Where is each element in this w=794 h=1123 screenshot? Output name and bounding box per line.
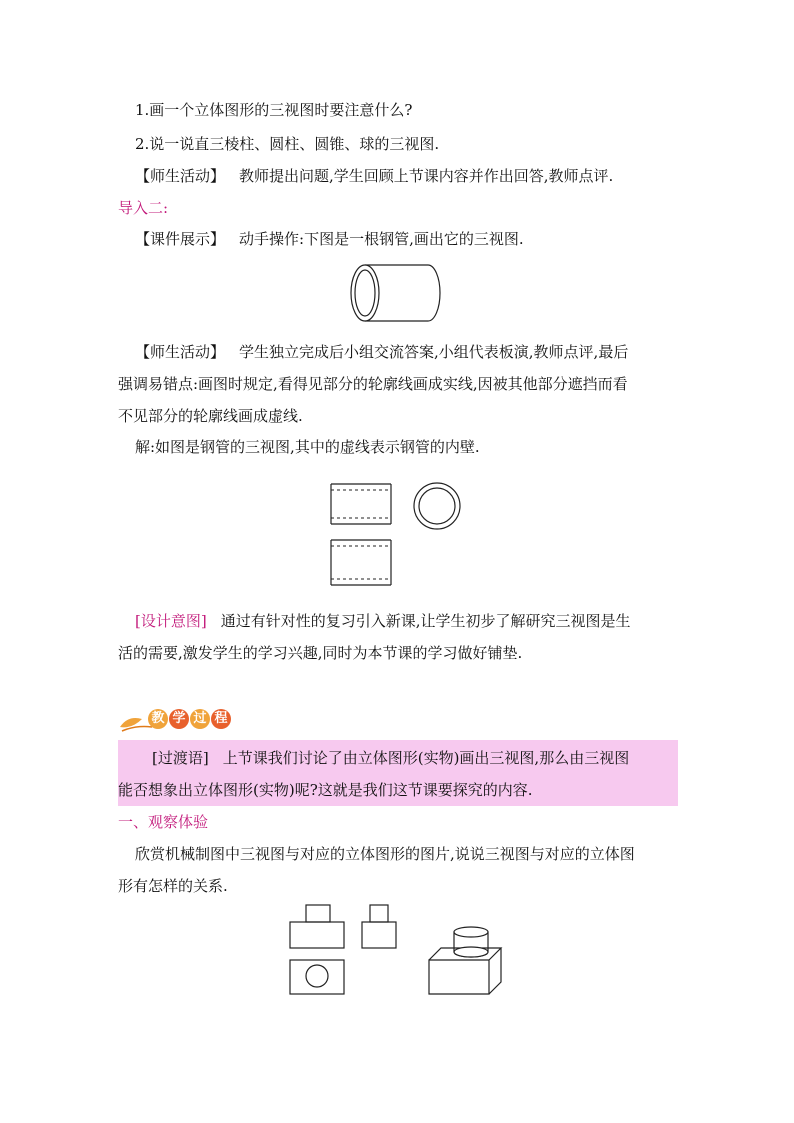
design-intent-text: 通过有针对性的复习引入新课,让学生初步了解研究三视图是生 xyxy=(220,612,631,630)
logo-char-2: 学 xyxy=(169,709,189,729)
transition-paragraph xyxy=(152,748,629,768)
courseware-text: 动手操作:下图是一根钢管,画出它的三视图. xyxy=(239,230,524,248)
activity-line-3: 不见部分的轮廓线画成虚线. xyxy=(118,407,303,425)
section1-line-1: 欣赏机械制图中三视图与对应的立体图形的图片,说说三视图与对应的立体图 xyxy=(135,845,635,863)
design-intent-paragraph xyxy=(135,611,631,631)
activity-text: 学生独立完成后小组交流答案,小组代表板演,教师点评,最后 xyxy=(239,343,629,361)
teaching-process-logo xyxy=(118,705,238,735)
activity-line-2: 强调易错点:画图时规定,看得见部分的轮廓线画成实线,因被其他部分遮挡而看 xyxy=(118,375,628,393)
activity-paragraph-1 xyxy=(135,166,613,186)
review-question-1: 1.画一个立体图形的三视图时要注意什么? xyxy=(135,101,413,119)
logo-char-3: 过 xyxy=(190,709,210,729)
logo-char-4: 程 xyxy=(211,709,231,729)
activity-paragraph-2 xyxy=(135,342,628,362)
design-intent-tag: [设计意图] xyxy=(135,612,207,630)
courseware-tag: 【课件展示】 xyxy=(135,230,226,248)
section1-line-2: 形有怎样的关系. xyxy=(118,877,228,895)
courseware-paragraph xyxy=(135,229,524,249)
activity-tag: 【师生活动】 xyxy=(135,343,226,361)
transition-line-2: 能否想象出立体图形(实物)呢?这就是我们这节课要探究的内容. xyxy=(118,781,533,799)
steel-pipe-figure xyxy=(340,262,450,324)
logo-char-1: 教 xyxy=(148,709,168,729)
activity-tag: 【师生活动】 xyxy=(135,167,226,185)
activity-text: 教师提出问题,学生回顾上节课内容并作出回答,教师点评. xyxy=(239,167,614,185)
mechanical-drawing-figure xyxy=(285,900,510,1000)
section1-heading: 一、观察体验 xyxy=(118,813,209,831)
transition-text: 上节课我们讨论了由立体图形(实物)画出三视图,那么由三视图 xyxy=(222,749,630,767)
solution-text: 解:如图是钢管的三视图,其中的虚线表示钢管的内壁. xyxy=(135,438,480,456)
design-intent-line-2: 活的需要,激发学生的学习兴趣,同时为本节课的学习做好铺垫. xyxy=(118,644,523,662)
three-views-figure xyxy=(325,478,470,590)
transition-tag: [过渡语] xyxy=(152,749,209,767)
review-question-2: 2.说一说直三棱柱、圆柱、圆锥、球的三视图. xyxy=(135,135,440,153)
intro2-heading: 导入二: xyxy=(118,199,169,217)
